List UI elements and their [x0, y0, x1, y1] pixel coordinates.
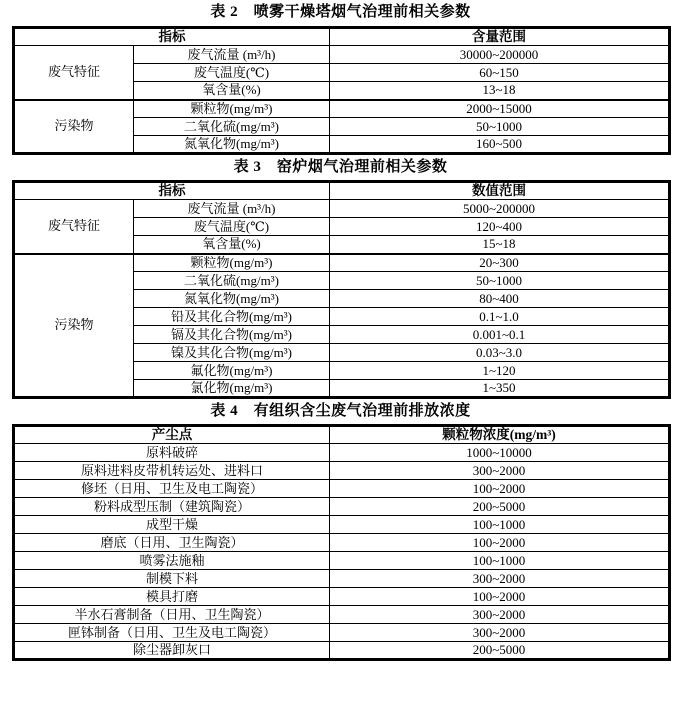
value-cell: 50~1000 — [330, 272, 670, 290]
indicator-cell: 颗粒物(mg/m³) — [134, 100, 330, 118]
indicator-cell: 氧含量(%) — [134, 236, 330, 254]
indicator-cell: 氮氧化物(mg/m³) — [134, 290, 330, 308]
document-page — [0, 3, 681, 704]
header-row — [14, 28, 670, 46]
table4-title: 表 4 有组织含尘废气治理前排放浓度 — [210, 403, 471, 419]
table3-title: 表 3 窑炉烟气治理前相关参数 — [233, 159, 448, 175]
value-cell: 100~1000 — [330, 552, 670, 570]
table2-title: 表 2 喷雾干燥塔烟气治理前相关参数 — [210, 4, 471, 20]
indicator-cell: 氯化物(mg/m³) — [134, 380, 330, 398]
value-cell: 30000~200000 — [330, 46, 670, 64]
indicator-cell: 铅及其化合物(mg/m³) — [134, 308, 330, 326]
table-row — [14, 480, 670, 498]
value-cell: 15~18 — [330, 236, 670, 254]
row-group-label: 废气特征 — [14, 46, 134, 100]
value-cell: 200~5000 — [330, 498, 670, 516]
table2-spray-dryer-params — [12, 26, 671, 155]
value-cell: 0.03~3.0 — [330, 344, 670, 362]
dust-point-cell: 粉料成型压制（建筑陶瓷） — [14, 498, 330, 516]
value-cell: 200~5000 — [330, 642, 670, 660]
column-header: 颗粒物浓度(mg/m³) — [330, 426, 670, 444]
table2-section — [0, 3, 681, 155]
table3-kiln-params — [12, 180, 671, 399]
table-row — [14, 606, 670, 624]
column-header: 指标 — [14, 28, 330, 46]
header-row — [14, 182, 670, 200]
table-row — [14, 642, 670, 660]
value-cell: 50~1000 — [330, 118, 670, 136]
table-row — [14, 462, 670, 480]
indicator-cell: 镍及其化合物(mg/m³) — [134, 344, 330, 362]
dust-point-cell: 半水石膏制备（日用、卫生陶瓷） — [14, 606, 330, 624]
value-cell: 80~400 — [330, 290, 670, 308]
table-row — [14, 570, 670, 588]
column-header: 数值范围 — [330, 182, 670, 200]
value-cell: 60~150 — [330, 64, 670, 82]
table-row — [14, 552, 670, 570]
table-row — [14, 624, 670, 642]
table-row — [14, 498, 670, 516]
table-row — [14, 516, 670, 534]
value-cell: 5000~200000 — [330, 200, 670, 218]
indicator-cell: 氟化物(mg/m³) — [134, 362, 330, 380]
value-cell: 0.001~0.1 — [330, 326, 670, 344]
table-row — [14, 588, 670, 606]
dust-point-cell: 原料破碎 — [14, 444, 330, 462]
table4-dust-emission-concentrations — [12, 424, 671, 661]
table-row — [14, 46, 670, 64]
column-header: 产尘点 — [14, 426, 330, 444]
value-cell: 100~2000 — [330, 534, 670, 552]
value-cell: 13~18 — [330, 82, 670, 100]
row-group-label: 废气特征 — [14, 200, 134, 254]
value-cell: 300~2000 — [330, 624, 670, 642]
dust-point-cell: 除尘器卸灰口 — [14, 642, 330, 660]
value-cell: 300~2000 — [330, 606, 670, 624]
value-cell: 20~300 — [330, 254, 670, 272]
row-group-label: 污染物 — [14, 100, 134, 154]
value-cell: 1~350 — [330, 380, 670, 398]
table4-section — [0, 402, 681, 661]
indicator-cell: 废气流量 (m³/h) — [134, 200, 330, 218]
dust-point-cell: 制模下料 — [14, 570, 330, 588]
indicator-cell: 废气温度(℃) — [134, 64, 330, 82]
table-row — [14, 254, 670, 272]
header-row — [14, 426, 670, 444]
value-cell: 120~400 — [330, 218, 670, 236]
dust-point-cell: 修坯（日用、卫生及电工陶瓷） — [14, 480, 330, 498]
indicator-cell: 颗粒物(mg/m³) — [134, 254, 330, 272]
value-cell: 0.1~1.0 — [330, 308, 670, 326]
value-cell: 160~500 — [330, 136, 670, 154]
dust-point-cell: 原料进料皮带机转运处、进料口 — [14, 462, 330, 480]
table3-section — [0, 158, 681, 399]
indicator-cell: 废气温度(℃) — [134, 218, 330, 236]
value-cell: 100~1000 — [330, 516, 670, 534]
table-row — [14, 100, 670, 118]
value-cell: 1000~10000 — [330, 444, 670, 462]
value-cell: 2000~15000 — [330, 100, 670, 118]
value-cell: 100~2000 — [330, 588, 670, 606]
indicator-cell: 二氧化硫(mg/m³) — [134, 118, 330, 136]
row-group-label: 污染物 — [14, 254, 134, 398]
table-row — [14, 534, 670, 552]
indicator-cell: 氧含量(%) — [134, 82, 330, 100]
column-header: 指标 — [14, 182, 330, 200]
value-cell: 300~2000 — [330, 462, 670, 480]
indicator-cell: 氮氧化物(mg/m³) — [134, 136, 330, 154]
dust-point-cell: 磨底（日用、卫生陶瓷） — [14, 534, 330, 552]
dust-point-cell: 喷雾法施釉 — [14, 552, 330, 570]
dust-point-cell: 匣钵制备（日用、卫生及电工陶瓷） — [14, 624, 330, 642]
value-cell: 100~2000 — [330, 480, 670, 498]
indicator-cell: 镉及其化合物(mg/m³) — [134, 326, 330, 344]
indicator-cell: 废气流量 (m³/h) — [134, 46, 330, 64]
dust-point-cell: 成型干燥 — [14, 516, 330, 534]
table-row — [14, 200, 670, 218]
table-row — [14, 444, 670, 462]
value-cell: 300~2000 — [330, 570, 670, 588]
column-header: 含量范围 — [330, 28, 670, 46]
indicator-cell: 二氧化硫(mg/m³) — [134, 272, 330, 290]
dust-point-cell: 模具打磨 — [14, 588, 330, 606]
value-cell: 1~120 — [330, 362, 670, 380]
